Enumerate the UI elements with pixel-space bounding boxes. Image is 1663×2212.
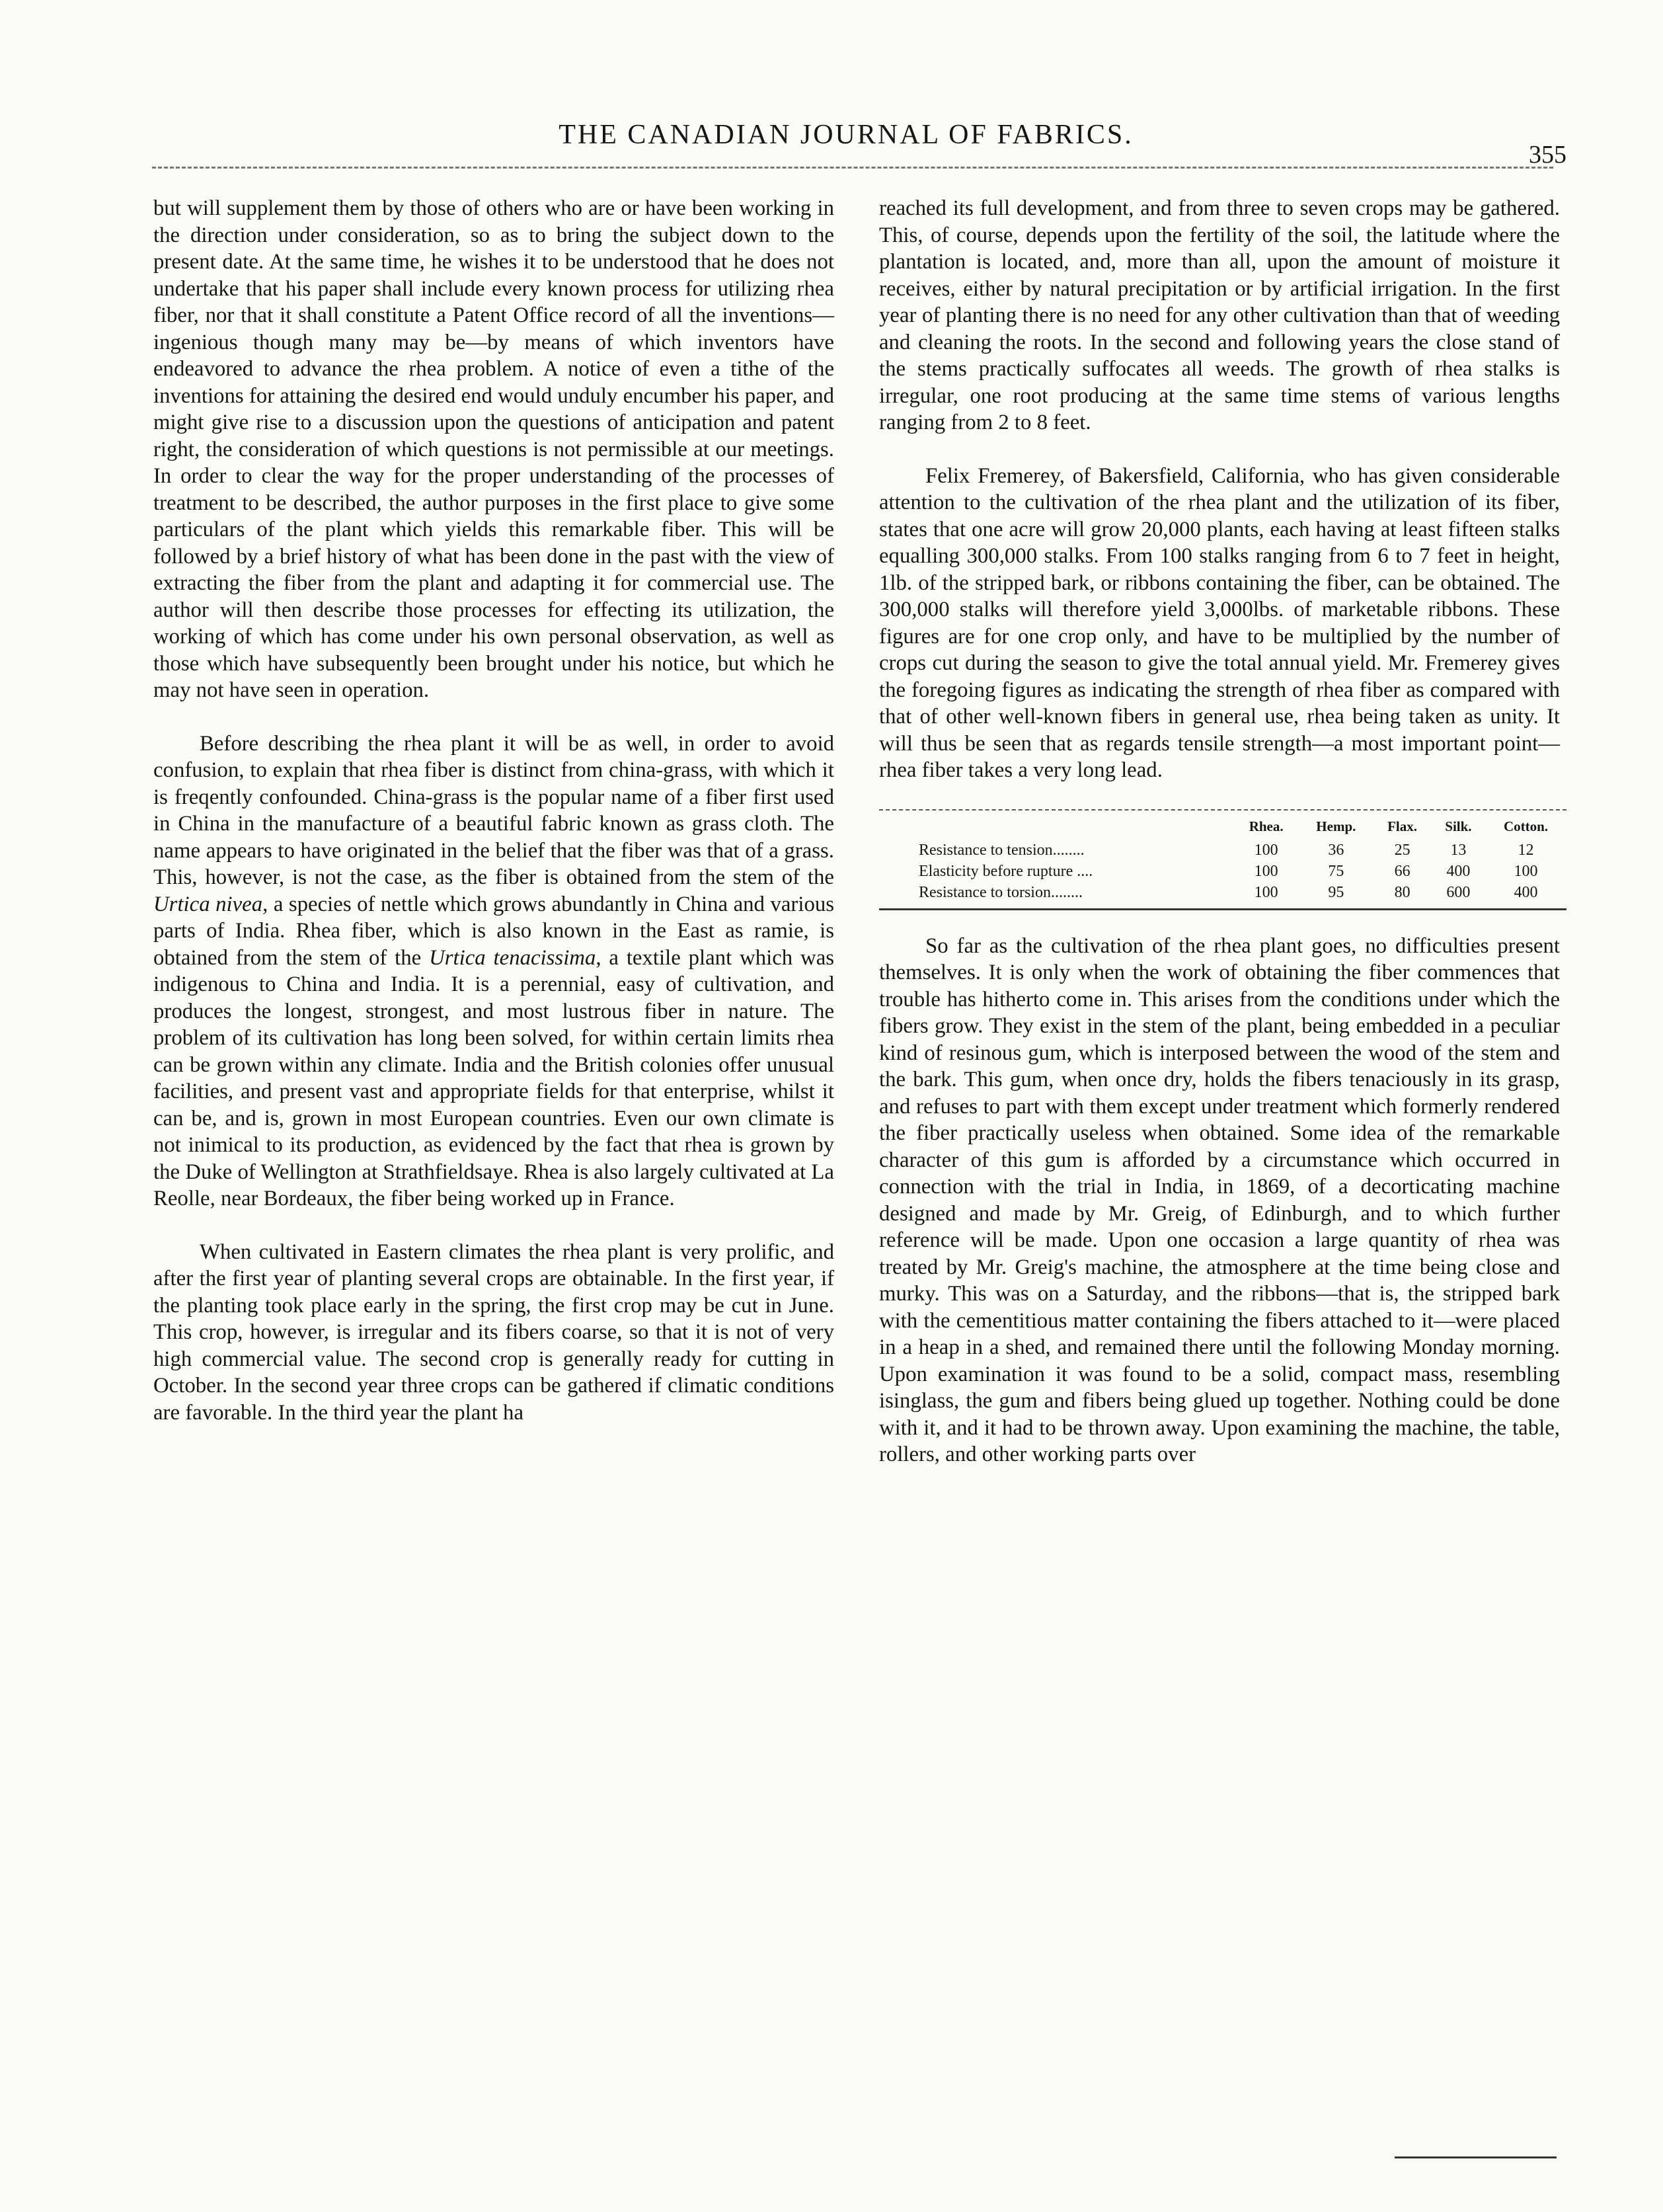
running-title: THE CANADIAN JOURNAL OF FABRICS. [559,120,1134,150]
table-cell: 400 [1514,883,1538,901]
page-number: 355 [1529,141,1566,169]
table-cell: 25 [1394,841,1411,859]
table-cell: 100 [1254,841,1278,859]
paragraph: So far as the cultivation of the rhea plant goes, no difficulties present themselves. It is only when the work of obtaining the fiber commences that trouble has hitherto come in. This arises from the conditions under which the fibers grow. They exist in the stem of the plant, being embedded in a peculiar kind of resinous gum, which is interposed between the wood of the stem and the bark. This gum, when once dry, holds the fibers tenaciously in its grasp, and refuses to part with them except under treatment which formerly rendered the fiber practically useless when obtained. Some idea of the remarkable character of this gum is afforded by a circumstance which occurred in connection with the trial in India, in 1869, of a decorticating machine designed and made by Mr. Greig, of Edinburgh, and to which further reference will be made. Upon one occasion a large quantity of rhea was treated by Mr. Greig's machine, the atmosphere at the time being close and murky. This was on a Saturday, and the ribbons—that is, the stripped bark with the cementitious matter containing the fibers attached to it—were placed in a heap in a shed, and remained there until the following Monday morning. Upon examination it was found to be a solid, compact mass, resembling isinglass, the gum and fibers being glued up together. Nothing could be done with it, and it had to be thrown away. Upon examining the machine, the table, rollers, and other working parts over [879,933,1560,1466]
table-cell: 75 [1328,862,1344,880]
table-cell: 36 [1328,841,1344,859]
row-label: Resistance to torsion........ [919,883,1083,901]
left-column [153,195,834,1426]
paragraph: reached its full development, and from three to seven crops may be gathered. This, of course, depends upon the fertility of the soil, the latitude where the plantation is located, and, more than all, upon the amount of moisture it receives, either by natural precipitation or by artificial irrigation. In the first year of planting there is no need for any other cultivation than that of weeding and cleaning the roots. In the second and following years the close stand of the stems practically suffocates all weeds. The growth of rhea stalks is irregular, one root producing at the same time stems of various lengths ranging from 2 to 8 feet. [879,196,1560,434]
table-cell: 13 [1450,841,1467,859]
paragraph: When cultivated in Eastern climates the rhea plant is very prolific, and after the first year of planting several crops are obtainable. In the first year, if the planting took place early in the spring, the first crop may be cut in June. This crop, however, is irregular and its fibers coarse, so that it is not of very high commercial value. The second crop is generally ready for cutting in October. In the second year three crops can be gathered if climatic conditions are favorable. In the third year the plant ha [153,1240,834,1425]
column-header: Flax. [1387,818,1418,834]
scientific-name: Urtica tenacissima [429,945,596,970]
table-cell: 80 [1394,883,1411,901]
column-header: Hemp. [1316,818,1356,834]
row-label: Resistance to tension........ [919,841,1085,859]
footer-rule [1395,2156,1557,2158]
table-row [879,840,1566,861]
fiber-strength-table [879,809,1566,910]
paragraph: Felix Fremerey, of Bakersfield, California, who has given considerable attention to the cultivation of the rhea plant and the utilization of its fiber, states that one acre will grow 20,000 plants, each having at least fifteen stalks equalling 300,000 stalks. From 100 stalks ranging from 6 to 7 feet in height, 1lb. of the stripped bark, or ribbons containing the fiber, can be obtained. The 300,000 stalks will therefore yield 3,000lbs. of marketable ribbons. These figures are for one crop only, and have to be multiplied by the number of crops cut during the season to give the total annual yield. Mr. Fremerey gives the foregoing figures as indicating the strength of rhea fiber as compared with that of other well-known fibers in general use, rhea being taken as unity. It will thus be seen that as regards tensile strength—a most important point—rhea fiber takes a very long lead. [879,463,1560,782]
table-cell: 100 [1254,883,1278,901]
row-label: Elasticity before rupture .... [919,862,1093,880]
table-cell: 100 [1254,862,1278,880]
right-column [879,195,1560,1468]
paragraph [153,731,834,1212]
table-cell: 600 [1446,883,1471,901]
table-cell: 66 [1394,862,1411,880]
table-cell: 95 [1328,883,1344,901]
paragraph-text: , a textile plant which was indigenous to China and India. It is a perennial, easy of cultivation, and produces the longest, strongest, and most lustrous fiber in nature. The problem of its cultivation has long been solved, for within certain limits rhea can be grown within any climate. India and the British colonies offer unusual facilities, and present vast and appropriate fields for that enterprise, whilst it can be, and is, grown in most European countries. Even our own climate is not inimical to its production, as evidenced by the fact that rhea is grown by the Duke of Wellington at Strathfieldsaye. Rhea is also largely cultivated at La Reolle, near Bordeaux, the fiber being worked up in France. [153,945,835,1210]
column-header [879,816,1233,840]
paragraph-text: , a species of nettle which grows abundantly in China and various parts of India. Rhea fiber, which is also known in the East as ramie, is obtained from the stem of the [153,892,835,970]
column-header: Rhea. [1249,818,1284,834]
column-header: Silk. [1445,818,1472,834]
table-cell: 400 [1446,862,1471,880]
paragraph: but will supplement them by those of others who are or have been working in the direction under consideration, so as to bring the subject down to the present date. At the same time, he wishes it to be understood that he does not undertake that his paper shall include every known process for utilizing rhea fiber, nor that it shall constitute a Patent Office record of all the inventions—ingenious though many may be—by means of which inventors have endeavored to advance the rhea problem. A notice of even a tithe of the inventions for attaining the desired end would unduly encumber his paper, and might give rise to a discussion upon the questions of anticipation and patent right, the consideration of which questions is not permissible at our meetings. In order to clear the way for the proper understanding of the processes of treatment to be described, the author purposes in the first place to give some particulars of the plant which yields this remarkable fiber. This will be followed by a brief history of what has been done in the past with the view of extracting the fiber from the plant and adapting it for commercial use. The author will then describe those processes for effecting its utilization, the working of which has come under his own personal observation, as well as those which have subsequently been brought under his notice, but which he may not have seen in operation. [153,196,834,702]
scientific-name: Urtica nivea [153,892,263,916]
table-row [879,861,1566,882]
table-header-row [879,816,1566,840]
table-rule [879,809,1566,810]
header-rule [152,167,1553,169]
column-header: Cotton. [1503,818,1549,834]
page-header [0,0,1663,172]
table-cell: 100 [1514,862,1538,880]
table-row [879,882,1566,903]
table-cell: 12 [1518,841,1534,859]
table-rule [879,908,1566,910]
stats-table [879,816,1566,903]
paragraph-text: Before describing the rhea plant it will be as well, in order to avoid confusion, to explain that rhea fiber is distinct from china-grass, with which it is freqently confounded. China-grass is the popular name of a fiber first used in China in the manufacture of a beautiful fabric known as grass cloth. The name appears to have originated in the belief that the fiber was that of a grass. This, however, is not the case, as the fiber is obtained from the stem of the [153,731,834,889]
